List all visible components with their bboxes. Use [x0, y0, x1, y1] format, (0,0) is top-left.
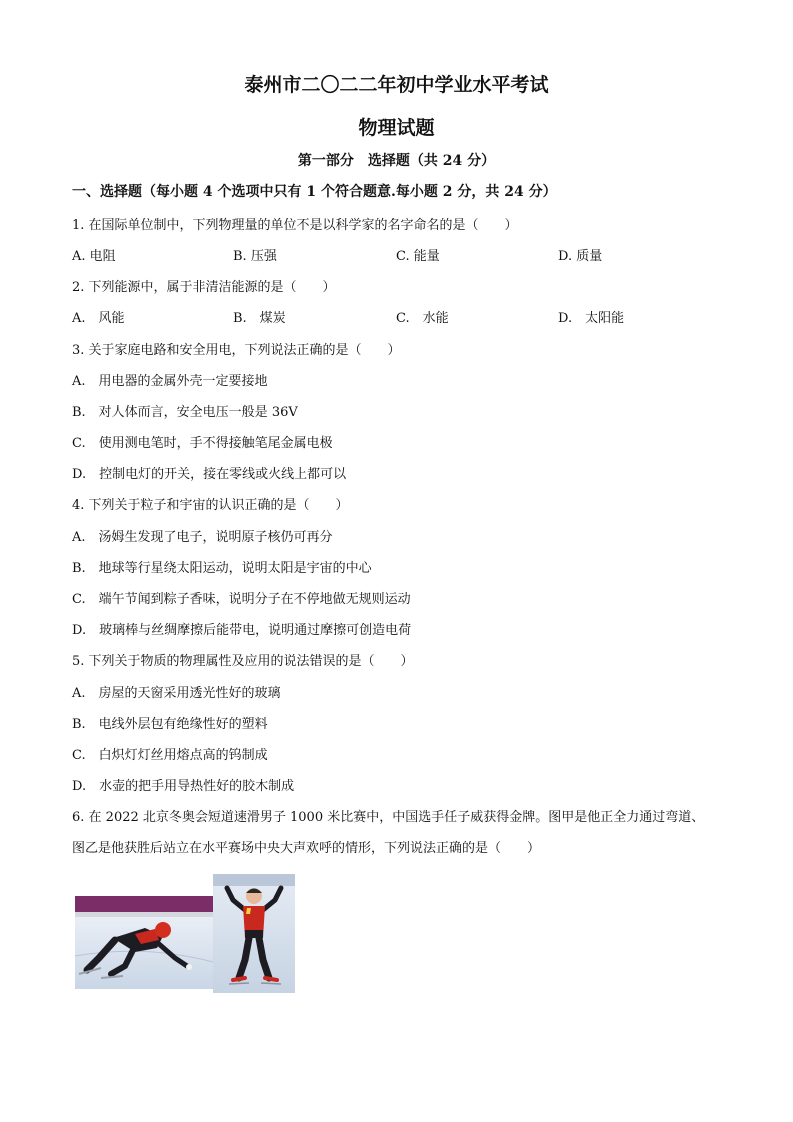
question-5-option-b: B. 电线外层包有绝缘性好的塑料 [72, 717, 268, 732]
question-2-stem: 2. 下列能源中，属于非清洁能源的是（ ） [72, 280, 336, 295]
question-5-option-d: D. 水壶的把手用导热性好的胶木制成 [72, 779, 295, 794]
question-5-stem: 5. 下列关于物质的物理属性及应用的说法错误的是（ ） [72, 654, 414, 669]
question-4-option-a: A. 汤姆生发现了电子，说明原子核仍可再分 [72, 530, 333, 545]
question-4-option-b: B. 地球等行星绕太阳运动，说明太阳是宇宙的中心 [72, 561, 372, 576]
question-1-option-a: A. 电阻 [72, 249, 116, 264]
question-5-option-c: C. 白炽灯灯丝用熔点高的钨制成 [72, 748, 268, 763]
question-1-option-b: B. 压强 [233, 249, 277, 264]
skater-celebrating-photo [213, 874, 295, 993]
question-4-option-c: C. 端午节闻到粽子香味，说明分子在不停地做无规则运动 [72, 592, 411, 607]
question-4-option-d: D. 玻璃棒与丝绸摩擦后能带电，说明通过摩擦可创造电荷 [72, 623, 412, 638]
question-2-option-d: D. 太阳能 [558, 311, 625, 326]
question-2-option-c: C. 水能 [396, 311, 449, 326]
question-2-option-b: B. 煤炭 [233, 311, 286, 326]
exam-subtitle: 物理试题 [358, 117, 435, 139]
question-2-option-a: A. 风能 [72, 311, 125, 326]
skater-cornering-photo [75, 896, 213, 989]
question-1-option-c: C. 能量 [396, 249, 440, 264]
exam-title: 泰州市二〇二二年初中学业水平考试 [244, 74, 549, 96]
section-heading: 一、选择题（每小题 4 个选项中只有 1 个符合题意.每小题 2 分，共 24 分） [72, 184, 557, 200]
question-3-option-c: C. 使用测电笔时，手不得接触笔尾金属电极 [72, 436, 333, 451]
question-3-option-a: A. 用电器的金属外壳一定要接地 [72, 374, 268, 389]
question-3-option-b: B. 对人体而言，安全电压一般是 36V [72, 405, 298, 420]
question-1-stem: 1. 在国际单位制中，下列物理量的单位不是以科学家的名字命名的是（ ） [72, 218, 518, 233]
question-1-option-d: D. 质量 [558, 249, 603, 264]
question-6-stem-line-1: 6. 在 2022 北京冬奥会短道速滑男子 1000 米比赛中，中国选手任子威获得金牌。图甲是他正全力通过弯道、 [72, 810, 705, 825]
part-heading: 第一部分 选择题（共 24 分） [297, 153, 496, 169]
question-3-stem: 3. 关于家庭电路和安全用电，下列说法正确的是（ ） [72, 343, 401, 358]
question-4-stem: 4. 下列关于粒子和宇宙的认识正确的是（ ） [72, 498, 349, 513]
question-5-option-a: A. 房屋的天窗采用透光性好的玻璃 [72, 686, 281, 701]
question-3-option-d: D. 控制电灯的开关，接在零线或火线上都可以 [72, 467, 347, 482]
question-6-stem-line-2: 图乙是他获胜后站立在水平赛场中央大声欢呼的情形，下列说法正确的是（ ） [72, 841, 541, 856]
